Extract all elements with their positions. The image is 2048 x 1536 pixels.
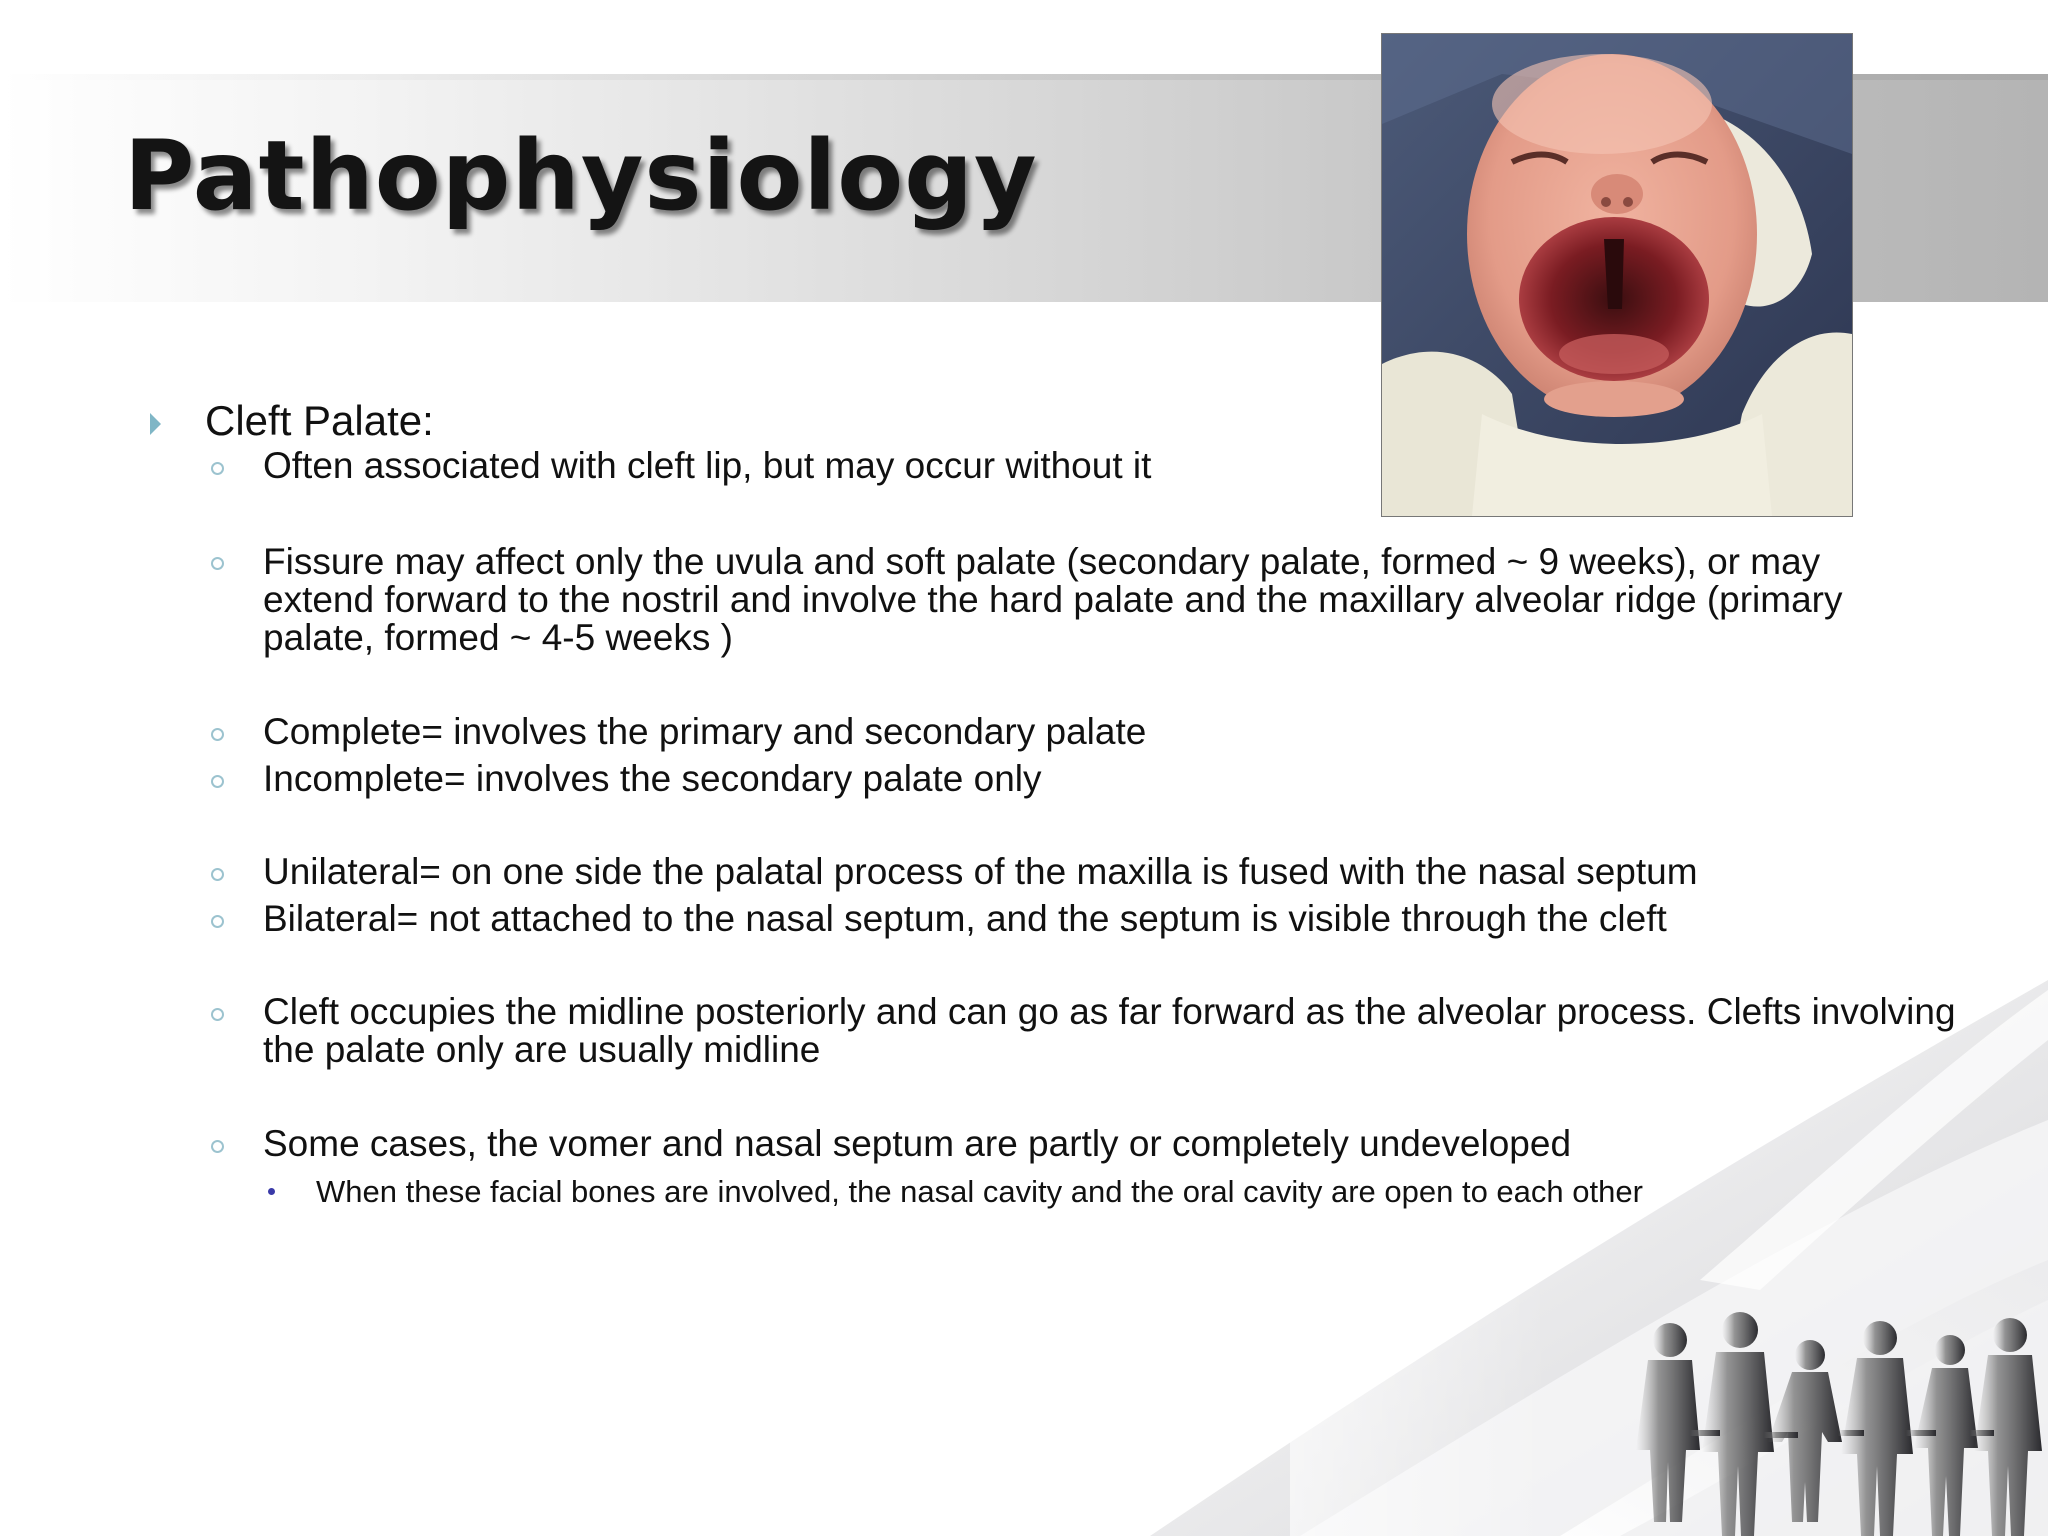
slide-title: Pathophysiology [124, 120, 1038, 232]
bullet-item: Fissure may affect only the uvula and soft palate (secondary palate, formed ~ 9 weeks), or may extend forward to the nostril and involve the hard palate and the maxillary alveolar ridge (primary palate, formed ~ 4-5 weeks ) [263, 541, 1843, 658]
sub-bullet-dot-icon [268, 1188, 275, 1195]
bullet-item: Cleft occupies the midline posteriorly and can go as far forward as the alveolar process. Clefts involving the palate only are usually midline [263, 991, 1956, 1070]
bullet-item: Bilateral= not attached to the nasal septum, and the septum is visible through the cleft [263, 898, 1667, 939]
level1-arrow-icon [150, 413, 161, 435]
bullet-item: Incomplete= involves the secondary palate only [263, 758, 1042, 799]
bullet-item: Unilateral= on one side the palatal process of the maxilla is fused with the nasal septum [263, 851, 1698, 892]
bullet-circle-icon [211, 1140, 224, 1153]
bullet-circle-icon [211, 868, 224, 881]
bullet-circle-icon [211, 728, 224, 741]
bullet-circle-icon [211, 915, 224, 928]
topic-heading: Cleft Palate: [205, 397, 434, 444]
bullet-circle-icon [211, 462, 224, 475]
bullet-circle-icon [211, 1008, 224, 1021]
bullet-item: Often associated with cleft lip, but may occur without it [263, 445, 1152, 486]
bullet-item: Complete= involves the primary and secondary palate [263, 711, 1147, 752]
bullet-circle-icon [211, 557, 224, 570]
sub-bullet-item: When these facial bones are involved, the nasal cavity and the oral cavity are open to each other [316, 1174, 1643, 1209]
bullet-item: Some cases, the vomer and nasal septum are partly or completely undeveloped [263, 1123, 1572, 1164]
bullet-circle-icon [211, 775, 224, 788]
